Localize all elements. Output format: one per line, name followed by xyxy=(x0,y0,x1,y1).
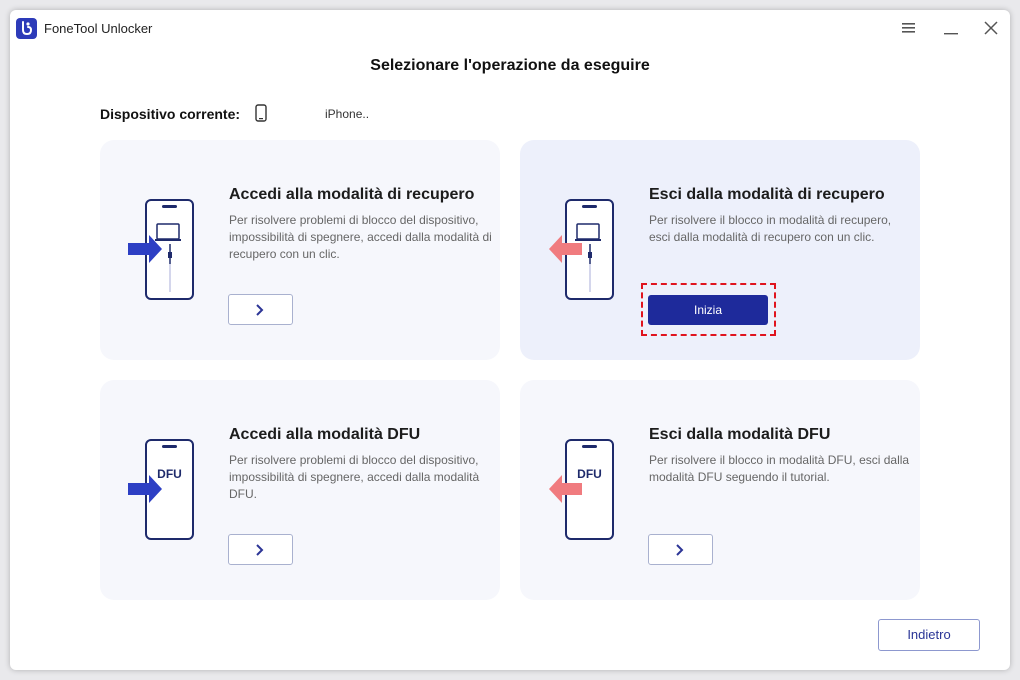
card-title: Accedi alla modalità DFU xyxy=(229,426,421,443)
exit-dfu-icon xyxy=(544,434,624,544)
enter-dfu-button[interactable] xyxy=(228,534,293,565)
menu-icon[interactable] xyxy=(901,20,917,36)
enter-dfu-icon xyxy=(124,434,204,544)
enter-recovery-icon xyxy=(124,194,204,304)
chevron-right-icon xyxy=(255,544,265,556)
card-exit-dfu[interactable] xyxy=(520,380,920,600)
page-title: Selezionare l'operazione da eseguire xyxy=(370,57,650,74)
card-description: Per risolvere problemi di blocco del dispositivo, impossibilità di spegnere, accedi dalla modalità di recupero con un clic. xyxy=(229,213,492,261)
dfu-screen-text: DFU xyxy=(157,467,182,481)
card-description: Per risolvere il blocco in modalità di recupero, esci dalla modalità di recupero con un clic. xyxy=(649,213,892,244)
card-enter-dfu[interactable] xyxy=(100,380,500,600)
card-title: Accedi alla modalità di recupero xyxy=(229,186,475,203)
card-description: Per risolvere problemi di blocco del dispositivo, impossibilità di spegnere, accedi dalla modalità DFU. xyxy=(229,453,480,501)
chevron-right-icon xyxy=(675,544,685,556)
enter-recovery-button[interactable] xyxy=(228,294,293,325)
card-description: Per risolvere il blocco in modalità DFU, esci dalla modalità DFU seguendo il tutorial. xyxy=(649,453,910,484)
exit-dfu-button[interactable] xyxy=(648,534,713,565)
chevron-right-icon xyxy=(255,304,265,316)
app-logo-icon xyxy=(16,18,37,39)
device-name: iPhone.. xyxy=(325,107,370,121)
card-exit-recovery[interactable] xyxy=(520,140,920,360)
minimize-icon[interactable] xyxy=(943,20,959,36)
phone-icon xyxy=(255,104,267,122)
exit-recovery-icon xyxy=(544,194,624,304)
app-window xyxy=(10,10,1010,670)
current-device-label: Dispositivo corrente: xyxy=(100,106,241,122)
card-title: Esci dalla modalità DFU xyxy=(649,426,831,443)
back-button[interactable]: Indietro xyxy=(878,619,980,651)
card-enter-recovery[interactable] xyxy=(100,140,500,360)
app-title: FoneTool Unlocker xyxy=(44,21,153,36)
card-title: Esci dalla modalità di recupero xyxy=(649,186,885,203)
close-icon[interactable] xyxy=(983,20,999,36)
start-button[interactable]: Inizia xyxy=(648,295,768,325)
title-bar xyxy=(10,10,1010,48)
dfu-screen-text: DFU xyxy=(577,467,602,481)
